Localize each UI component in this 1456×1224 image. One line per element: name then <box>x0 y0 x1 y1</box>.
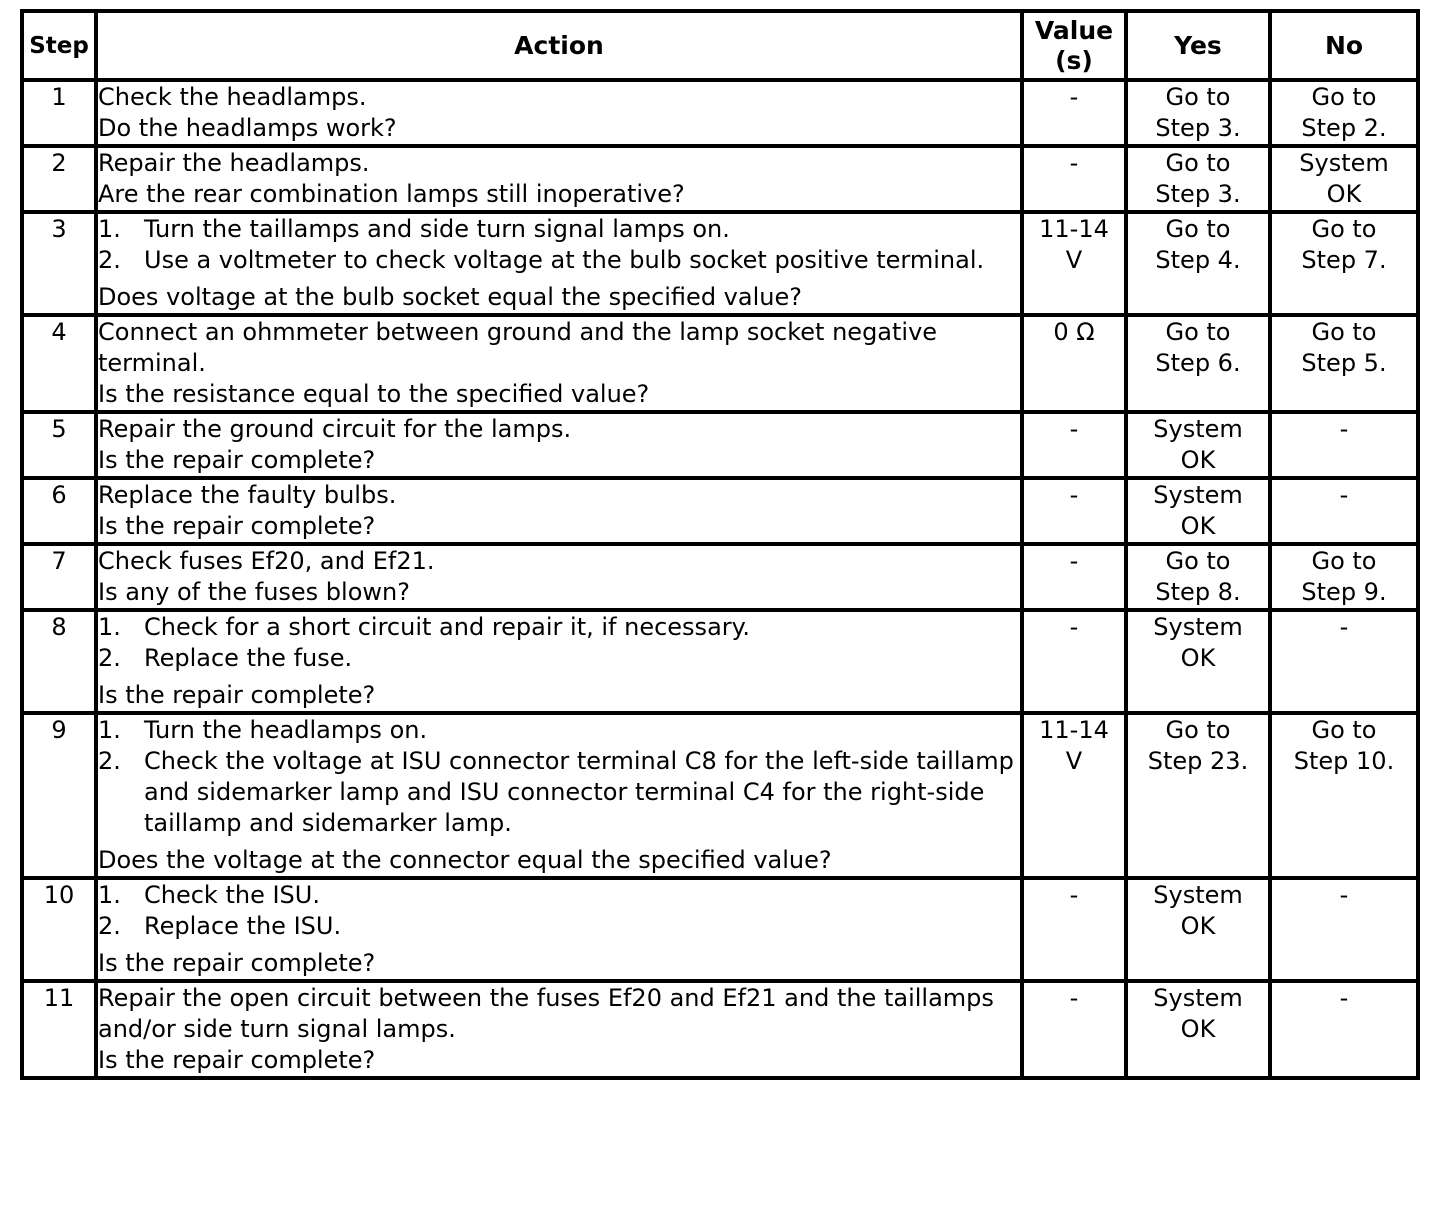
value-cell <box>1022 212 1126 315</box>
action-question: Does voltage at the bulb socket equal the specified value? <box>98 283 802 311</box>
yes-line: System <box>1153 415 1243 443</box>
yes-cell <box>1126 412 1270 478</box>
action-list-item <box>98 643 1020 674</box>
step-number: 1 <box>51 83 67 111</box>
action-text: Connect an ohmmeter between ground and the lamp socket negative terminal. <box>98 318 938 377</box>
yes-cell <box>1126 212 1270 315</box>
table-row <box>22 713 1418 878</box>
no-cell <box>1270 212 1418 315</box>
no-line: - <box>1339 984 1349 1012</box>
step-number-cell <box>22 713 96 878</box>
table-row <box>22 610 1418 713</box>
table-row <box>22 478 1418 544</box>
header-action: Action <box>96 11 1022 80</box>
value-cell <box>1022 478 1126 544</box>
step-number-cell <box>22 146 96 212</box>
step-number-cell <box>22 212 96 315</box>
yes-line: Step 23. <box>1147 747 1249 775</box>
step-number: 10 <box>43 881 75 909</box>
no-cell <box>1270 610 1418 713</box>
header-no: No <box>1270 11 1418 80</box>
yes-line: System <box>1153 481 1243 509</box>
no-cell <box>1270 878 1418 981</box>
value-cell <box>1022 981 1126 1078</box>
value-cell <box>1022 80 1126 146</box>
no-cell <box>1270 315 1418 412</box>
action-list-item <box>98 245 1020 276</box>
yes-cell <box>1126 713 1270 878</box>
step-number-cell <box>22 878 96 981</box>
value-line: V <box>1065 747 1083 775</box>
action-cell <box>96 544 1022 610</box>
value-line: 11-14 <box>1039 215 1109 243</box>
yes-line: Go to <box>1165 149 1231 177</box>
yes-line: Go to <box>1165 83 1231 111</box>
action-list-item <box>98 715 1020 746</box>
step-number-cell <box>22 544 96 610</box>
no-line: Go to <box>1311 318 1377 346</box>
yes-line: Go to <box>1165 318 1231 346</box>
action-list-item <box>98 214 1020 245</box>
value-line: - <box>1069 415 1079 443</box>
action-text: Check fuses Ef20, and Ef21. <box>98 547 435 575</box>
list-item-text: Turn the taillamps and side turn signal lamps on. <box>144 215 730 243</box>
diagnostic-table <box>20 9 1420 1080</box>
header-value-line: (s) <box>1055 45 1093 75</box>
action-text: Is any of the fuses blown? <box>98 578 410 606</box>
step-number-cell <box>22 80 96 146</box>
step-number: 8 <box>51 613 67 641</box>
yes-line: OK <box>1180 644 1216 672</box>
no-line: Step 2. <box>1301 114 1387 142</box>
table-row <box>22 412 1418 478</box>
action-cell <box>96 80 1022 146</box>
step-number: 9 <box>51 716 67 744</box>
table-row <box>22 981 1418 1078</box>
no-line: - <box>1339 613 1349 641</box>
action-text: Repair the open circuit between the fuses Ef20 and Ef21 and the taillamps and/or side turn signal lamps. <box>98 984 994 1043</box>
value-cell <box>1022 610 1126 713</box>
header-row <box>22 11 1418 80</box>
action-cell <box>96 878 1022 981</box>
no-line: System <box>1299 149 1389 177</box>
yes-cell <box>1126 315 1270 412</box>
no-line: Go to <box>1311 547 1377 575</box>
yes-line: Go to <box>1165 215 1231 243</box>
action-text: Is the resistance equal to the specified value? <box>98 380 650 408</box>
action-text: Do the headlamps work? <box>98 114 397 142</box>
yes-line: System <box>1153 613 1243 641</box>
value-line: 0 Ω <box>1053 318 1095 346</box>
value-line: - <box>1069 481 1079 509</box>
yes-cell <box>1126 878 1270 981</box>
step-number-cell <box>22 981 96 1078</box>
list-item-number: 1. <box>98 716 121 744</box>
yes-cell <box>1126 478 1270 544</box>
no-cell <box>1270 412 1418 478</box>
yes-line: Step 6. <box>1155 349 1241 377</box>
yes-cell <box>1126 80 1270 146</box>
value-line: - <box>1069 83 1079 111</box>
table-row <box>22 315 1418 412</box>
value-cell <box>1022 412 1126 478</box>
list-item-text: Check for a short circuit and repair it, if necessary. <box>144 613 751 641</box>
no-cell <box>1270 544 1418 610</box>
no-line: - <box>1339 415 1349 443</box>
value-line: 11-14 <box>1039 716 1109 744</box>
list-item-text: Replace the ISU. <box>144 912 342 940</box>
action-text: Replace the faulty bulbs. <box>98 481 397 509</box>
no-line: OK <box>1326 180 1362 208</box>
action-list-item <box>98 746 1020 839</box>
step-number: 3 <box>51 215 67 243</box>
value-cell <box>1022 315 1126 412</box>
list-item-number: 1. <box>98 613 121 641</box>
yes-cell <box>1126 146 1270 212</box>
no-cell <box>1270 478 1418 544</box>
yes-cell <box>1126 610 1270 713</box>
list-item-number: 1. <box>98 215 121 243</box>
value-cell <box>1022 878 1126 981</box>
value-line: - <box>1069 547 1079 575</box>
list-item-number: 2. <box>98 912 121 940</box>
no-cell <box>1270 146 1418 212</box>
step-number: 7 <box>51 547 67 575</box>
no-line: Go to <box>1311 83 1377 111</box>
no-line: Step 9. <box>1301 578 1387 606</box>
step-number-cell <box>22 478 96 544</box>
list-item-text: Turn the headlamps on. <box>144 716 428 744</box>
action-list-item <box>98 880 1020 911</box>
no-cell <box>1270 80 1418 146</box>
yes-line: System <box>1153 881 1243 909</box>
action-cell <box>96 412 1022 478</box>
no-line: - <box>1339 881 1349 909</box>
no-cell <box>1270 713 1418 878</box>
list-item-number: 2. <box>98 644 121 672</box>
step-number: 4 <box>51 318 67 346</box>
value-line: - <box>1069 984 1079 1012</box>
step-number-cell <box>22 315 96 412</box>
action-question: Does the voltage at the connector equal the specified value? <box>98 846 832 874</box>
step-number: 5 <box>51 415 67 443</box>
action-text: Is the repair complete? <box>98 1046 376 1074</box>
yes-line: Step 8. <box>1155 578 1241 606</box>
value-cell <box>1022 146 1126 212</box>
no-line: Go to <box>1311 215 1377 243</box>
value-cell <box>1022 544 1126 610</box>
value-line: - <box>1069 149 1079 177</box>
action-text: Repair the ground circuit for the lamps. <box>98 415 572 443</box>
action-text: Is the repair complete? <box>98 446 376 474</box>
value-line: V <box>1065 246 1083 274</box>
action-text: Repair the headlamps. <box>98 149 370 177</box>
no-line: Step 5. <box>1301 349 1387 377</box>
yes-line: System <box>1153 984 1243 1012</box>
action-cell <box>96 713 1022 878</box>
action-question: Is the repair complete? <box>98 949 376 977</box>
value-line: - <box>1069 613 1079 641</box>
yes-line: Go to <box>1165 716 1231 744</box>
list-item-number: 1. <box>98 881 121 909</box>
header-step: Step <box>22 11 96 80</box>
yes-line: OK <box>1180 446 1216 474</box>
action-text: Are the rear combination lamps still inoperative? <box>98 180 685 208</box>
yes-line: OK <box>1180 912 1216 940</box>
yes-line: OK <box>1180 1015 1216 1043</box>
header-yes: Yes <box>1126 11 1270 80</box>
table-row <box>22 878 1418 981</box>
yes-cell <box>1126 544 1270 610</box>
no-line: Step 10. <box>1293 747 1395 775</box>
action-text: Check the headlamps. <box>98 83 367 111</box>
no-line: - <box>1339 481 1349 509</box>
yes-line: Step 3. <box>1155 180 1241 208</box>
list-item-text: Replace the fuse. <box>144 644 353 672</box>
action-question: Is the repair complete? <box>98 681 376 709</box>
table-row <box>22 544 1418 610</box>
yes-cell <box>1126 981 1270 1078</box>
yes-line: Step 3. <box>1155 114 1241 142</box>
step-number: 11 <box>43 984 75 1012</box>
step-number: 2 <box>51 149 67 177</box>
yes-line: OK <box>1180 512 1216 540</box>
step-number-cell <box>22 610 96 713</box>
yes-line: Go to <box>1165 547 1231 575</box>
list-item-number: 2. <box>98 246 121 274</box>
yes-line: Step 4. <box>1155 246 1241 274</box>
list-item-text: Check the voltage at ISU connector terminal C8 for the left-side taillamp and sidemarker lamp and ISU connector terminal C4 for the right-side taillamp and sidemarker lamp. <box>144 747 1014 837</box>
value-cell <box>1022 713 1126 878</box>
list-item-text: Use a voltmeter to check voltage at the bulb socket positive terminal. <box>144 246 985 274</box>
header-value <box>1022 11 1126 80</box>
header-value-line: Value <box>1034 15 1114 45</box>
no-line: Go to <box>1311 716 1377 744</box>
table-row <box>22 212 1418 315</box>
step-number-cell <box>22 412 96 478</box>
table-row <box>22 80 1418 146</box>
action-list-item <box>98 612 1020 643</box>
step-number: 6 <box>51 481 67 509</box>
action-cell <box>96 478 1022 544</box>
table-row <box>22 146 1418 212</box>
action-list-item <box>98 911 1020 942</box>
list-item-number: 2. <box>98 747 121 775</box>
action-cell <box>96 981 1022 1078</box>
action-cell <box>96 146 1022 212</box>
action-cell <box>96 610 1022 713</box>
action-cell <box>96 212 1022 315</box>
action-text: Is the repair complete? <box>98 512 376 540</box>
value-line: - <box>1069 881 1079 909</box>
no-line: Step 7. <box>1301 246 1387 274</box>
no-cell <box>1270 981 1418 1078</box>
list-item-text: Check the ISU. <box>144 881 320 909</box>
action-cell <box>96 315 1022 412</box>
